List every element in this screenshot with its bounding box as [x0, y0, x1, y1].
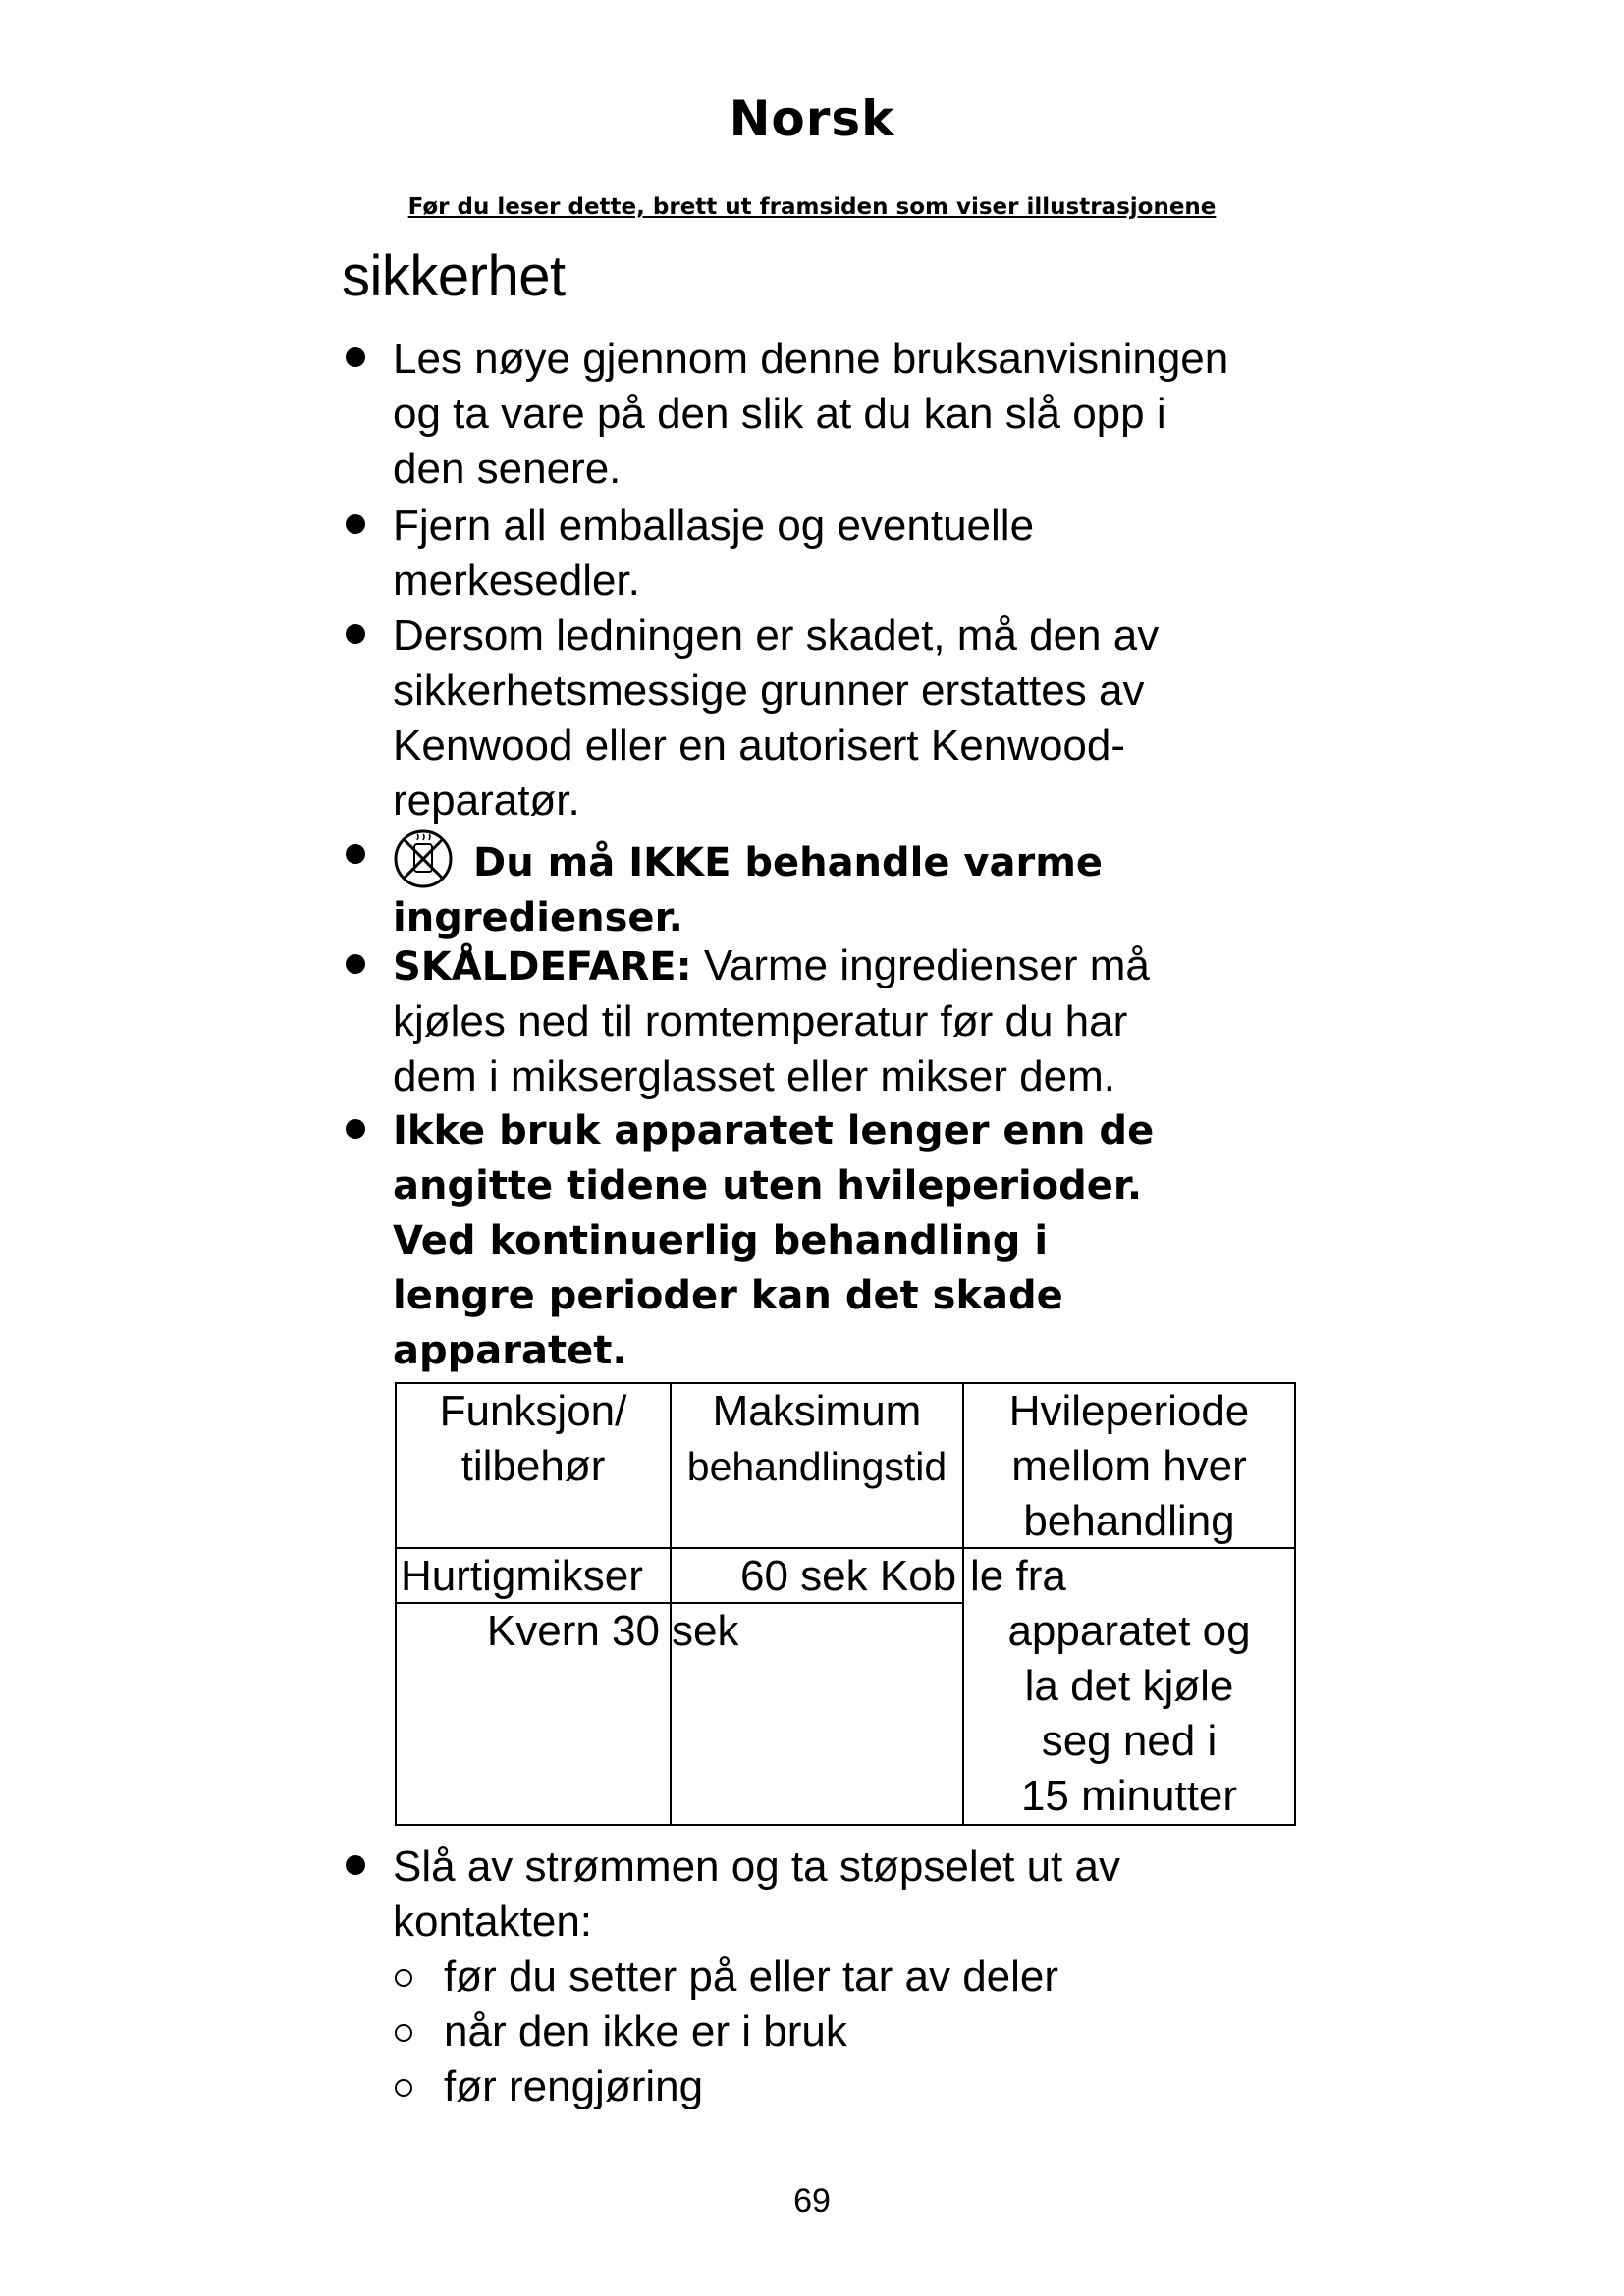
list-item: før rengjøring — [393, 2059, 1326, 2114]
list-item: når den ikke er i bruk — [393, 2004, 1326, 2059]
unplug-conditions-list — [393, 1949, 1326, 2114]
bullet-dot — [346, 1855, 365, 1875]
table-header-function: Funksjon/ tilbehør — [439, 1387, 627, 1490]
bullet-line: merkesedler. — [393, 557, 640, 605]
safety-bullet-unplug — [393, 1840, 1326, 1949]
scald-warning-label: SKÅLDEFARE: — [393, 944, 692, 989]
no-hot-ingredients-icon — [393, 828, 454, 889]
bullet-line: angitte tidene uten hvileperioder. — [393, 1163, 1143, 1208]
bullet-line: Varme ingredienser må — [691, 941, 1150, 989]
bullet-dot — [346, 347, 365, 367]
table-header-rest-period: Hvileperiode mellom hver behandling — [1008, 1387, 1250, 1545]
bullet-line: kontakten: — [393, 1897, 593, 1946]
processing-time-table — [395, 1382, 1296, 1826]
bullet-line: sikkerhetsmessige grunner erstattes av — [393, 667, 1145, 715]
bullet-line: dem i mikserglasset eller mikser dem. — [393, 1052, 1115, 1100]
fold-out-note: Før du leser dette, brett ut framsiden som viser illustrasjonene — [407, 194, 1217, 220]
table-cell-30-sek: sek — [672, 1607, 739, 1655]
list-item: før du setter på eller tar av deler — [393, 1949, 1326, 2004]
table-cell-hurtigmikser: Hurtigmikser — [401, 1552, 643, 1600]
page-number: 69 — [793, 2182, 831, 2219]
bullet-dot — [346, 954, 365, 974]
safety-bullet-remove-packaging — [393, 499, 1326, 609]
circle-bullet-icon — [395, 2079, 412, 2097]
bullet-line: Kenwood eller en autorisert Kenwood- — [393, 721, 1126, 770]
bullet-dot — [346, 1119, 365, 1139]
bullet-line: Les nøye gjennom denne bruksanvisningen — [393, 335, 1229, 383]
table-header-max-time: Maksimum behandlingstid — [686, 1387, 947, 1489]
table-cell-koble-fra: le fra — [970, 1552, 1066, 1600]
bullet-line: Du må IKKE behandle varme — [473, 840, 1104, 885]
table-cell-60-sek: 60 sek Kob — [740, 1552, 957, 1600]
bullet-line: Dersom ledningen er skadet, må den av — [393, 612, 1160, 660]
bullet-line: Ikke bruk apparatet lenger enn de — [393, 1108, 1155, 1153]
table-cell-kvern: Kvern 30 — [486, 1607, 660, 1655]
bullet-dot — [346, 844, 365, 864]
bullet-dot — [346, 514, 365, 534]
bullet-dot — [346, 624, 365, 644]
bullet-line: Ved kontinuerlig behandling i — [393, 1218, 1049, 1263]
safety-bullet-operating-time — [393, 1103, 1326, 1378]
safety-bullet-damaged-cord — [393, 609, 1326, 828]
bullet-line: lengre perioder kan det skade — [393, 1273, 1063, 1318]
bullet-line: Fjern all emballasje og eventuelle — [393, 502, 1035, 550]
language-title: Norsk — [729, 90, 895, 147]
safety-bullet-no-hot-ingredients — [393, 828, 1326, 945]
bullet-line: den senere. — [393, 445, 622, 493]
circle-bullet-icon — [395, 2024, 412, 2042]
bullet-line: apparatet. — [393, 1328, 627, 1373]
bullet-line: kjøles ned til romtemperatur før du har — [393, 997, 1128, 1045]
bullet-line: og ta vare på den slik at du kan slå opp i — [393, 390, 1166, 438]
table-cell-rest-instructions: apparatet og la det kjøle seg ned i 15 minutter — [1007, 1607, 1251, 1820]
bullet-line: ingredienser. — [393, 895, 683, 940]
table-border — [395, 1824, 1296, 1826]
bullet-line: Slå av strømmen og ta støpselet ut av — [393, 1842, 1120, 1891]
table-border — [1294, 1382, 1296, 1826]
safety-bullet-scald-hazard — [393, 938, 1326, 1104]
circle-bullet-icon — [395, 1969, 412, 1987]
safety-bullet-read-manual — [393, 332, 1326, 497]
section-heading: sikkerhet — [342, 244, 566, 308]
bullet-line: reparatør. — [393, 776, 580, 825]
